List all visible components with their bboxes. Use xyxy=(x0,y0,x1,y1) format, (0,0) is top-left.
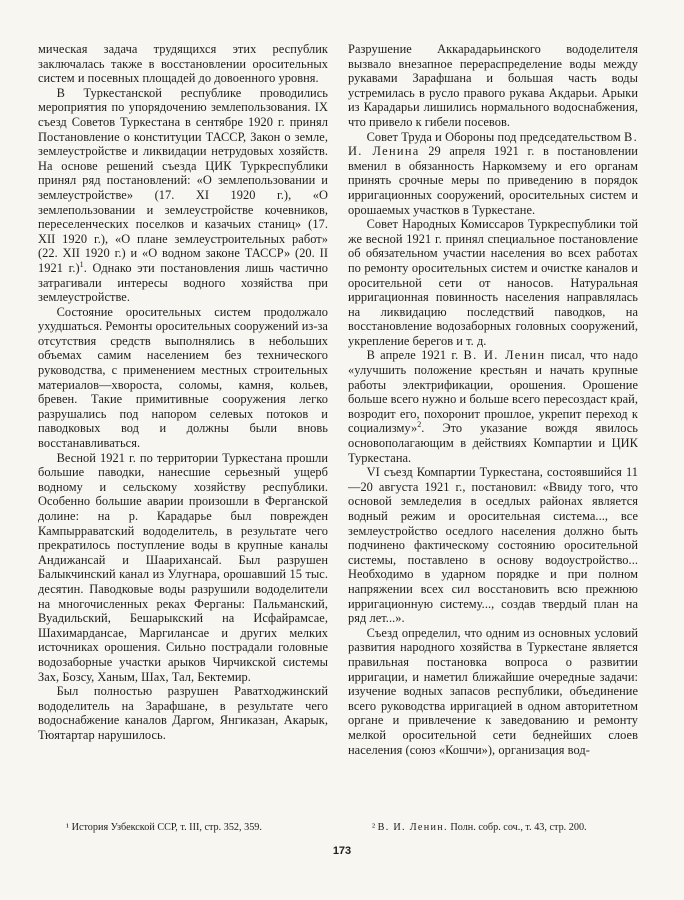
left-text-column xyxy=(38,42,328,743)
paragraph: Был полностью разрушен Раватходжинский вододелитель на Зарафшане, в результате чего водоснабжение каналов Даргом, Янгиказан, Акарык, Тюятартар нарушилось. xyxy=(38,684,328,742)
paragraph: Съезд определил, что одним из основных условий развития народного хозяйства в Туркестане является правильная постановка вопроса о развитии ирригации, и наметил ближайшие очередные задачи: изучение водных запасов республики, объединение всего руководства ирригацией в одном авторитетном органе и привлечение к заведованию и ремонту мелкой оросительной сети беднейших слоев населения (союз «Кошчи»), организация вод- xyxy=(348,625,638,757)
paragraph-text: Совет Труда и Обороны под председательством xyxy=(366,129,625,144)
paragraph: Разрушение Аккарадарьинского вододелителя вызвало внезапное перераспределение воды между рукавами Зарафшана и большая часть воды устремилась в русло правого рукава Акдарьи. Арыки из Карадарьи лишились нормального водоснабжения, что привело к гибели посевов. xyxy=(348,42,638,129)
footnote-marker: 2 xyxy=(417,420,422,430)
paragraph-text: писал, что надо «улучшить положение крестьян и начать крупные работы электрификации, орошения. Орошение больше всего нужно и больше всего пересоздаст край, возродит его, похоронит прошлое, укрепит переход к социализму» xyxy=(348,348,638,436)
footnote-text: Полн. собр. соч., т. 43, стр. 200. xyxy=(450,822,587,833)
right-text-column xyxy=(348,42,638,757)
footnote-mark: ¹ xyxy=(66,822,70,833)
paragraph-text: 29 апреля 1921 г. в постановлении вменил в обязанность Наркомзему и его органам принять срочные меры по приведению в порядок ирригационных сооружений, оросительных систем и орошаемых участков в Туркестане. xyxy=(348,144,638,217)
paragraph: VI съезд Компартии Туркестана, состоявшийся 11—20 августа 1921 г., постановил: «Ввиду того, что основой земледелия в оседлых районах является водный режим и оросительная система..., все землеустройство оседлого населения должно быть подчинено фактическому состоянию оросительной системы, поставлено в основу водоустройство... Необходимо в ударном порядке и при полном напряжении всех сил восстановить всю прежнюю ирригационную систему..., создав твердый план на ряд лет...». xyxy=(348,465,638,626)
footnote-2 xyxy=(372,822,587,834)
paragraph-text: . Однако эти постановления лишь частично затрагивали интересы водного хозяйства при землеустройстве. xyxy=(38,260,329,305)
paragraph-text: В апреле 1921 г. xyxy=(366,348,464,363)
paragraph: Совет Народных Комиссаров Туркреспублики той же весной 1921 г. принял специальное постановление об обязательном участии населения во всех работах по ремонту оросительных систем и очистке каналов и оросительной сети от наносов. Натуральная ирригационная повинность населения направлялась на ликвидацию последствий паводков, на восстановление водозаборных головных сооружений, укрепление берегов и т. д. xyxy=(348,217,638,348)
footnote-text: История Узбекской ССР, т. III, стр. 352, 359. xyxy=(71,822,262,833)
paragraph-text: В Туркестанской республике проводились мероприятия по упорядочению землепользования. IX съезд Советов Туркестана в сентябре 1920 г. принял Постановление о конституции ТАССР, Закон о земле, землеустройстве и ликвидации нетрудовых хозяйств. На основе решений съезда ЦИК Туркреспублики принял ряд постановлений: «О землепользовании и землеустройстве» (17. XI 1920 г.), «О землепользовании и землеустройстве кочевников, переселенческих поселков и казачьих станиц» (17. XII 1920 г.), «О плане землеустроительных работ» (22. XII 1920 г.) и «О водном законе ТАССР» (20. II 1921 г.) xyxy=(38,85,328,275)
footnote-mark: ² xyxy=(372,822,376,833)
paragraph xyxy=(38,86,328,305)
paragraph-text: . Это указание вождя явилось основополагающим в действиях Компартии и ЦИК Туркестана. xyxy=(348,421,638,465)
paragraph: мическая задача трудящихся этих республик заключалась также в восстановлении оросительных систем и посевных площадей до довоенного уровня. xyxy=(38,42,328,86)
footnote-marker: 1 xyxy=(79,259,84,269)
page-number: 173 xyxy=(332,845,352,857)
paragraph xyxy=(348,130,638,218)
footnote-1 xyxy=(66,822,262,834)
footnote-author: В. И. Ленин. xyxy=(377,822,448,833)
paragraph: Состояние оросительных систем продолжало ухудшаться. Ремонты оросительных сооружений из-за отсутствия средств выполнялись в небольших объемах самим населением без технического руководства, с применением местных строительных материалов—хвороста, соломы, камня, кольев, бревен. Такие примитивные сооружения легко разрушались под напором селевых потоков и паводковых вод и должны были вновь восстанавливаться. xyxy=(38,304,328,451)
paragraph: Весной 1921 г. по территории Туркестана прошли большие паводки, нанесшие серьезный ущерб водному и сельскому хозяйству республики. Особенно большие аварии произошли в Ферганской долине: на р. Карадарье был поврежден Кампырраватский вододелитель, в результате чего прекратилось поступление воды в крупные каналы Андижансай и Шаарихансай. Был разрушен Балыкчинский канал из Улугнара, орошавший 15 тыс. десятин. Паводковые воды разрушили вододелители на многочисленных реках Ферганы: Пальманский, Вуадильский, Бешарыкский на Исфайрамсае, Шахимардансае, Маргилансае и других мелких источниках орошения. Сильно пострадали головные водозаборные участки арыков Чирчикской системы Зах, Бозсу, Ханым, Шах, Тал, Бектемир. xyxy=(38,450,328,684)
paragraph xyxy=(348,348,638,465)
lenin-name: В. И. Ленина xyxy=(348,129,638,159)
lenin-name: В. И. Ленин xyxy=(463,348,546,363)
